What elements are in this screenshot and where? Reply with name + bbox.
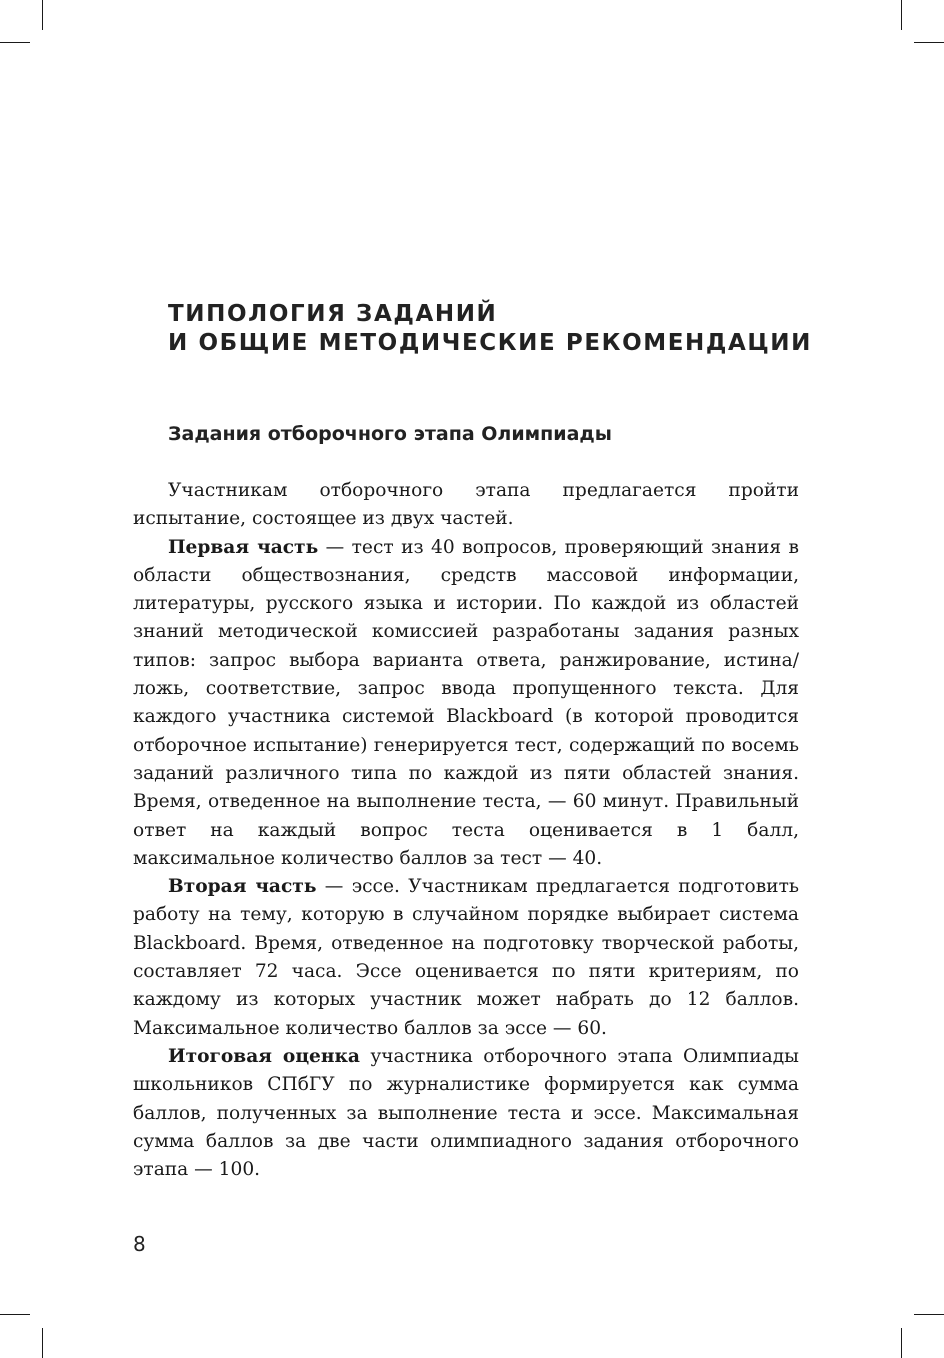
second-part-label: Вторая часть	[168, 876, 317, 898]
body-text	[133, 477, 799, 1184]
final-score-text: участника отборочного этапа Олимпиады школьников СПбГУ по журналистике формируется как сумма баллов, полученных за выполнение теста и эссе. Максимальная сумма баллов за две части олимпиадного задания отборочного этапа — 100.	[133, 1045, 799, 1181]
crop-mark-bottom-left-h	[0, 1314, 30, 1315]
crop-mark-bottom-left-v	[42, 1328, 43, 1358]
crop-mark-top-left-h	[0, 42, 30, 43]
paragraph-final-score	[133, 1043, 799, 1184]
crop-mark-bottom-right-v	[901, 1328, 902, 1358]
crop-mark-top-left-v	[42, 0, 43, 30]
heading-line-2: И ОБЩИЕ МЕТОДИЧЕСКИЕ РЕКОМЕНДАЦИИ	[168, 330, 813, 356]
second-part-text: — эссе. Участникам предлагается подготовить работу на тему, которую в случайном порядке выбирает система Blackboard. Время, отведенное на подготовку творческой работы, составляет 72 часа. Эссе оценивается по пяти критериям, по каждому из которых участник может набрать до 12 баллов. Максимальное количество баллов за эссе — 60.	[133, 876, 799, 1039]
paragraph-first-part	[133, 534, 799, 874]
paragraph-second-part	[133, 873, 799, 1043]
final-score-label: Итоговая оценка	[168, 1045, 360, 1067]
crop-mark-bottom-right-h	[914, 1314, 944, 1315]
page-heading	[168, 300, 868, 358]
heading-line-1: ТИПОЛОГИЯ ЗАДАНИЙ	[168, 301, 498, 327]
first-part-text: — тест из 40 вопросов, проверяющий знания в области обществознания, средств массовой информации, литературы, русского языка и истории. По каждой из областей знаний методической комиссией разработаны задания разных типов: запрос выбора варианта ответа, ранжирование, истина/ложь, соответствие, запрос ввода пропущенного текста. Для каждого участника системой Blackboard (в которой проводится отборочное испытание) генерируется тест, содержащий по восемь заданий различного типа по каждой из пяти областей знания. Время, отведенное на выполнение теста, — 60 минут. Правильный ответ на каждый вопрос теста оценивается в 1 балл, максимальное количество баллов за тест — 40.	[133, 536, 799, 869]
page-number: 8	[133, 1232, 146, 1256]
paragraph-intro: Участникам отборочного этапа предлагается пройти испытание, состоящее из двух частей.	[133, 480, 799, 530]
first-part-label: Первая часть	[168, 536, 319, 558]
section-title: Задания отборочного этапа Олимпиады	[168, 423, 612, 445]
crop-mark-top-right-v	[901, 0, 902, 30]
crop-mark-top-right-h	[914, 42, 944, 43]
